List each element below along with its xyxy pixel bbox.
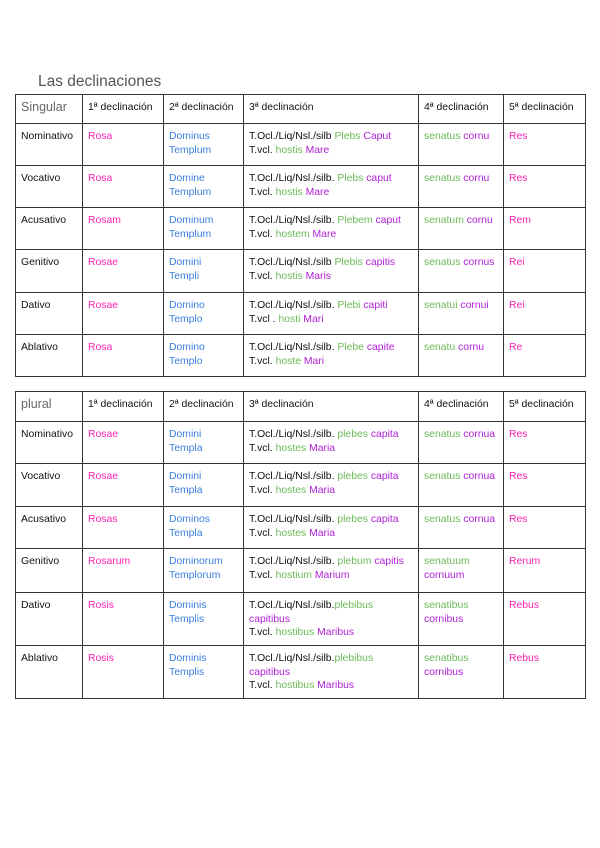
third-declension-consonant-common-form: Plebs — [334, 131, 361, 142]
plural-declension-table — [15, 391, 586, 699]
fourth-declension-neuter-form: cornu — [458, 342, 485, 353]
third-declension-vowel-common-form: hostes — [275, 527, 307, 539]
third-declension-vowel-label: T.vcl. — [249, 442, 273, 454]
third-declension-consonant-common-form: Plebi — [337, 300, 361, 311]
third-declension-vowel-neuter-form: Mare — [305, 144, 330, 156]
third-declension-consonant-common-form: plebes — [337, 429, 368, 440]
case-label: Ablativo — [21, 342, 58, 353]
first-declension-form: Rosa — [88, 131, 113, 142]
case-label: Vocativo — [21, 173, 61, 184]
fourth-declension-neuter-form: cornui — [460, 300, 489, 311]
first-declension-form: Rosae — [88, 471, 119, 482]
fifth-declension-form: Res — [509, 471, 528, 482]
second-declension-masc-form: Domino — [169, 342, 205, 353]
col-header-3: 3ª declinación — [244, 392, 419, 422]
case-label: Acusativo — [21, 514, 67, 525]
fourth-declension-neuter-form: cornibus — [424, 613, 464, 625]
third-declension-consonant-label: T.Ocl./Liq/Nsl./silb — [249, 131, 332, 142]
fourth-declension-neuter-form: cornua — [463, 429, 496, 440]
third-declension-consonant-label: T.Ocl./Liq/Nsl./silb. — [249, 471, 335, 482]
third-declension-consonant-neuter-form: capita — [370, 514, 399, 525]
second-declension-masc-form: Dominis — [169, 653, 207, 664]
third-declension-vowel-label: T.vcl. — [249, 484, 273, 496]
fourth-declension-masc-form: senatus — [424, 257, 461, 268]
third-declension-consonant-neuter-form: capitis — [374, 556, 404, 567]
third-declension-consonant-common-form: plebibus — [334, 600, 374, 611]
second-declension-neut-form: Templum — [169, 186, 212, 198]
table-row — [16, 166, 586, 208]
fourth-declension-masc-form: senatibus — [424, 600, 469, 611]
third-declension-consonant-common-form: plebes — [337, 514, 368, 525]
third-declension-consonant-common-form: plebum — [337, 556, 372, 567]
fifth-declension-form: Re — [509, 342, 523, 353]
third-declension-vowel-common-form: hostes — [275, 442, 307, 454]
third-declension-consonant-neuter-form: Caput — [363, 131, 392, 142]
fourth-declension-neuter-form: cornua — [463, 471, 496, 482]
case-label: Nominativo — [21, 429, 73, 440]
third-declension-consonant-neuter-form: capitibus — [249, 666, 291, 678]
third-declension-consonant-common-form: plebes — [337, 471, 368, 482]
fifth-declension-form: Rei — [509, 257, 525, 268]
table-row — [16, 464, 586, 507]
second-declension-neut-form: Templum — [169, 144, 212, 156]
second-declension-neut-form: Templorum — [169, 569, 221, 581]
fourth-declension-masc-form: senatus — [424, 429, 461, 440]
fourth-declension-neuter-form: cornu — [463, 173, 490, 184]
col-header-4: 4ª declinación — [419, 392, 504, 422]
table-row — [16, 646, 586, 699]
third-declension-vowel-neuter-form: Mari — [303, 355, 325, 367]
third-declension-consonant-label: T.Ocl./Liq/Nsl./silb. — [249, 600, 335, 611]
third-declension-vowel-neuter-form: Maria — [309, 442, 336, 454]
second-declension-masc-form: Domini — [169, 471, 202, 482]
third-declension-vowel-common-form: hostis — [275, 186, 303, 198]
first-declension-form: Rosae — [88, 429, 119, 440]
third-declension-consonant-common-form: plebibus — [334, 653, 374, 664]
second-declension-masc-form: Dominum — [169, 215, 214, 226]
fifth-declension-form: Rerum — [509, 556, 541, 567]
third-declension-consonant-label: T.Ocl./Liq/Nsl./silb. — [249, 653, 335, 664]
second-declension-neut-form: Templa — [169, 527, 203, 539]
third-declension-consonant-label: T.Ocl./Liq/Nsl./silb. — [249, 215, 335, 226]
second-declension-masc-form: Domino — [169, 300, 205, 311]
third-declension-consonant-neuter-form: caput — [366, 173, 392, 184]
first-declension-form: Rosae — [88, 257, 119, 268]
fourth-declension-masc-form: senatus — [424, 173, 461, 184]
second-declension-masc-form: Dominis — [169, 600, 207, 611]
third-declension-consonant-neuter-form: capiti — [363, 300, 388, 311]
number-label-singular: Singular — [16, 95, 83, 124]
third-declension-vowel-label: T.vcl. — [249, 186, 273, 198]
second-declension-neut-form: Templis — [169, 666, 205, 678]
case-label: Dativo — [21, 300, 51, 311]
third-declension-vowel-neuter-form: Maria — [309, 484, 336, 496]
third-declension-vowel-common-form: hostium — [275, 569, 312, 581]
second-declension-neut-form: Templo — [169, 313, 203, 325]
fourth-declension-neuter-form: cornua — [463, 514, 496, 525]
singular-declension-table — [15, 94, 586, 377]
fourth-declension-neuter-form: cornu — [466, 215, 493, 226]
third-declension-vowel-common-form: hostibus — [275, 680, 315, 691]
third-declension-consonant-neuter-form: capita — [370, 429, 399, 440]
fifth-declension-form: Rem — [509, 215, 531, 226]
fourth-declension-masc-form: senatu — [424, 342, 456, 353]
fourth-declension-masc-form: senatuum — [424, 556, 470, 567]
first-declension-form: Rosas — [88, 514, 118, 525]
second-declension-neut-form: Templis — [169, 613, 205, 625]
page-title: Las declinaciones — [38, 73, 162, 90]
col-header-1: 1ª declinación — [83, 95, 164, 124]
col-header-4: 4ª declinación — [419, 95, 504, 124]
case-label: Genitivo — [21, 556, 60, 567]
second-declension-masc-form: Dominus — [169, 131, 210, 142]
third-declension-consonant-label: T.Ocl./Liq/Nsl./silb. — [249, 556, 335, 567]
fifth-declension-form: Res — [509, 173, 528, 184]
third-declension-consonant-common-form: Plebis — [334, 257, 363, 268]
third-declension-vowel-neuter-form: Mare — [305, 186, 330, 198]
col-header-2: 2ª declinación — [164, 95, 244, 124]
col-header-5: 5ª declinación — [504, 392, 586, 422]
third-declension-vowel-neuter-form: Maribus — [317, 627, 355, 638]
table-row — [16, 507, 586, 549]
case-label: Nominativo — [21, 131, 73, 142]
third-declension-vowel-common-form: hoste — [275, 355, 301, 367]
second-declension-neut-form: Templa — [169, 442, 203, 454]
third-declension-vowel-common-form: hostis — [275, 144, 303, 156]
table-row — [16, 549, 586, 593]
col-header-5: 5ª declinación — [504, 95, 586, 124]
third-declension-consonant-neuter-form: capitis — [365, 257, 396, 268]
fifth-declension-form: Res — [509, 429, 528, 440]
first-declension-form: Rosae — [88, 300, 119, 311]
col-header-1: 1ª declinación — [83, 392, 164, 422]
second-declension-masc-form: Domini — [169, 429, 202, 440]
third-declension-vowel-neuter-form: Maris — [305, 270, 332, 282]
table-row — [16, 593, 586, 646]
case-label: Genitivo — [21, 257, 60, 268]
third-declension-vowel-label: T.vcl. — [249, 228, 273, 240]
third-declension-vowel-common-form: hostis — [275, 270, 303, 282]
third-declension-vowel-label: T.vcl. — [249, 627, 273, 638]
third-declension-vowel-neuter-form: Mari — [303, 313, 324, 325]
fifth-declension-form: Rei — [509, 300, 525, 311]
second-declension-masc-form: Domini — [169, 257, 202, 268]
first-declension-form: Rosis — [88, 600, 114, 611]
col-header-2: 2ª declinación — [164, 392, 244, 422]
third-declension-vowel-label: T.vcl. — [249, 527, 273, 539]
table-row — [16, 422, 586, 464]
third-declension-vowel-common-form: hostes — [275, 484, 307, 496]
third-declension-vowel-neuter-form: Maria — [309, 527, 336, 539]
third-declension-consonant-label: T.Ocl./Liq/Nsl./silb. — [249, 300, 335, 311]
third-declension-consonant-common-form: Plebe — [337, 342, 364, 353]
second-declension-neut-form: Templa — [169, 484, 203, 496]
third-declension-consonant-neuter-form: capita — [370, 471, 399, 482]
table-row — [16, 335, 586, 377]
first-declension-form: Rosis — [88, 653, 114, 664]
case-label: Dativo — [21, 600, 51, 611]
fourth-declension-neuter-form: cornu — [463, 131, 490, 142]
third-declension-consonant-neuter-form: capitibus — [249, 613, 291, 625]
third-declension-vowel-neuter-form: Marium — [314, 569, 350, 581]
fourth-declension-neuter-form: cornus — [463, 257, 495, 268]
fourth-declension-neuter-form: cornuum — [424, 569, 465, 581]
second-declension-neut-form: Templi — [169, 270, 200, 282]
fourth-declension-masc-form: senatibus — [424, 653, 469, 664]
fifth-declension-form: Res — [509, 514, 528, 525]
third-declension-consonant-label: T.Ocl./Liq/Nsl./silb. — [249, 173, 335, 184]
case-label: Acusativo — [21, 215, 67, 226]
table-row — [16, 293, 586, 335]
first-declension-form: Rosam — [88, 215, 121, 226]
third-declension-consonant-label: T.Ocl./Liq/Nsl./silb. — [249, 514, 335, 525]
fourth-declension-masc-form: senatus — [424, 514, 461, 525]
fourth-declension-masc-form: senatus — [424, 131, 461, 142]
third-declension-consonant-label: T.Ocl./Liq/Nsl./silb. — [249, 342, 335, 353]
third-declension-consonant-neuter-form: capite — [366, 342, 395, 353]
third-declension-consonant-label: T.Ocl./Liq/Nsl./silb — [249, 257, 332, 268]
third-declension-vowel-common-form: hosti — [278, 313, 301, 325]
fifth-declension-form: Res — [509, 131, 528, 142]
second-declension-neut-form: Templo — [169, 355, 203, 367]
third-declension-vowel-label: T.vcl. — [249, 144, 273, 156]
second-declension-masc-form: Dominos — [169, 514, 210, 525]
third-declension-vowel-label: T.vcl . — [249, 313, 276, 325]
third-declension-vowel-label: T.vcl. — [249, 680, 273, 691]
third-declension-consonant-common-form: Plebem — [337, 215, 373, 226]
third-declension-vowel-common-form: hostem — [275, 228, 310, 240]
third-declension-vowel-label: T.vcl. — [249, 270, 273, 282]
case-label: Vocativo — [21, 471, 61, 482]
table-row — [16, 250, 586, 293]
first-declension-form: Rosa — [88, 342, 113, 353]
third-declension-vowel-label: T.vcl. — [249, 355, 273, 367]
third-declension-consonant-neuter-form: caput — [375, 215, 401, 226]
second-declension-neut-form: Templum — [169, 228, 212, 240]
third-declension-consonant-common-form: Plebs — [337, 173, 364, 184]
second-declension-masc-form: Domine — [169, 173, 205, 184]
table-row — [16, 124, 586, 166]
fifth-declension-form: Rebus — [509, 600, 540, 611]
fourth-declension-masc-form: senatum — [424, 215, 464, 226]
col-header-3: 3ª declinación — [244, 95, 419, 124]
second-declension-masc-form: Dominorum — [169, 556, 223, 567]
fourth-declension-masc-form: senatus — [424, 471, 461, 482]
third-declension-vowel-label: T.vcl. — [249, 569, 273, 581]
third-declension-vowel-neuter-form: Maribus — [317, 680, 355, 691]
third-declension-vowel-common-form: hostibus — [275, 627, 315, 638]
third-declension-vowel-neuter-form: Mare — [312, 228, 337, 240]
third-declension-consonant-label: T.Ocl./Liq/Nsl./silb. — [249, 429, 335, 440]
first-declension-form: Rosa — [88, 173, 113, 184]
first-declension-form: Rosarum — [88, 556, 131, 567]
case-label: Ablativo — [21, 653, 58, 664]
fourth-declension-neuter-form: cornibus — [424, 666, 464, 678]
number-label-plural: plural — [16, 392, 83, 422]
fourth-declension-masc-form: senatui — [424, 300, 458, 311]
fifth-declension-form: Rebus — [509, 653, 540, 664]
table-row — [16, 208, 586, 250]
